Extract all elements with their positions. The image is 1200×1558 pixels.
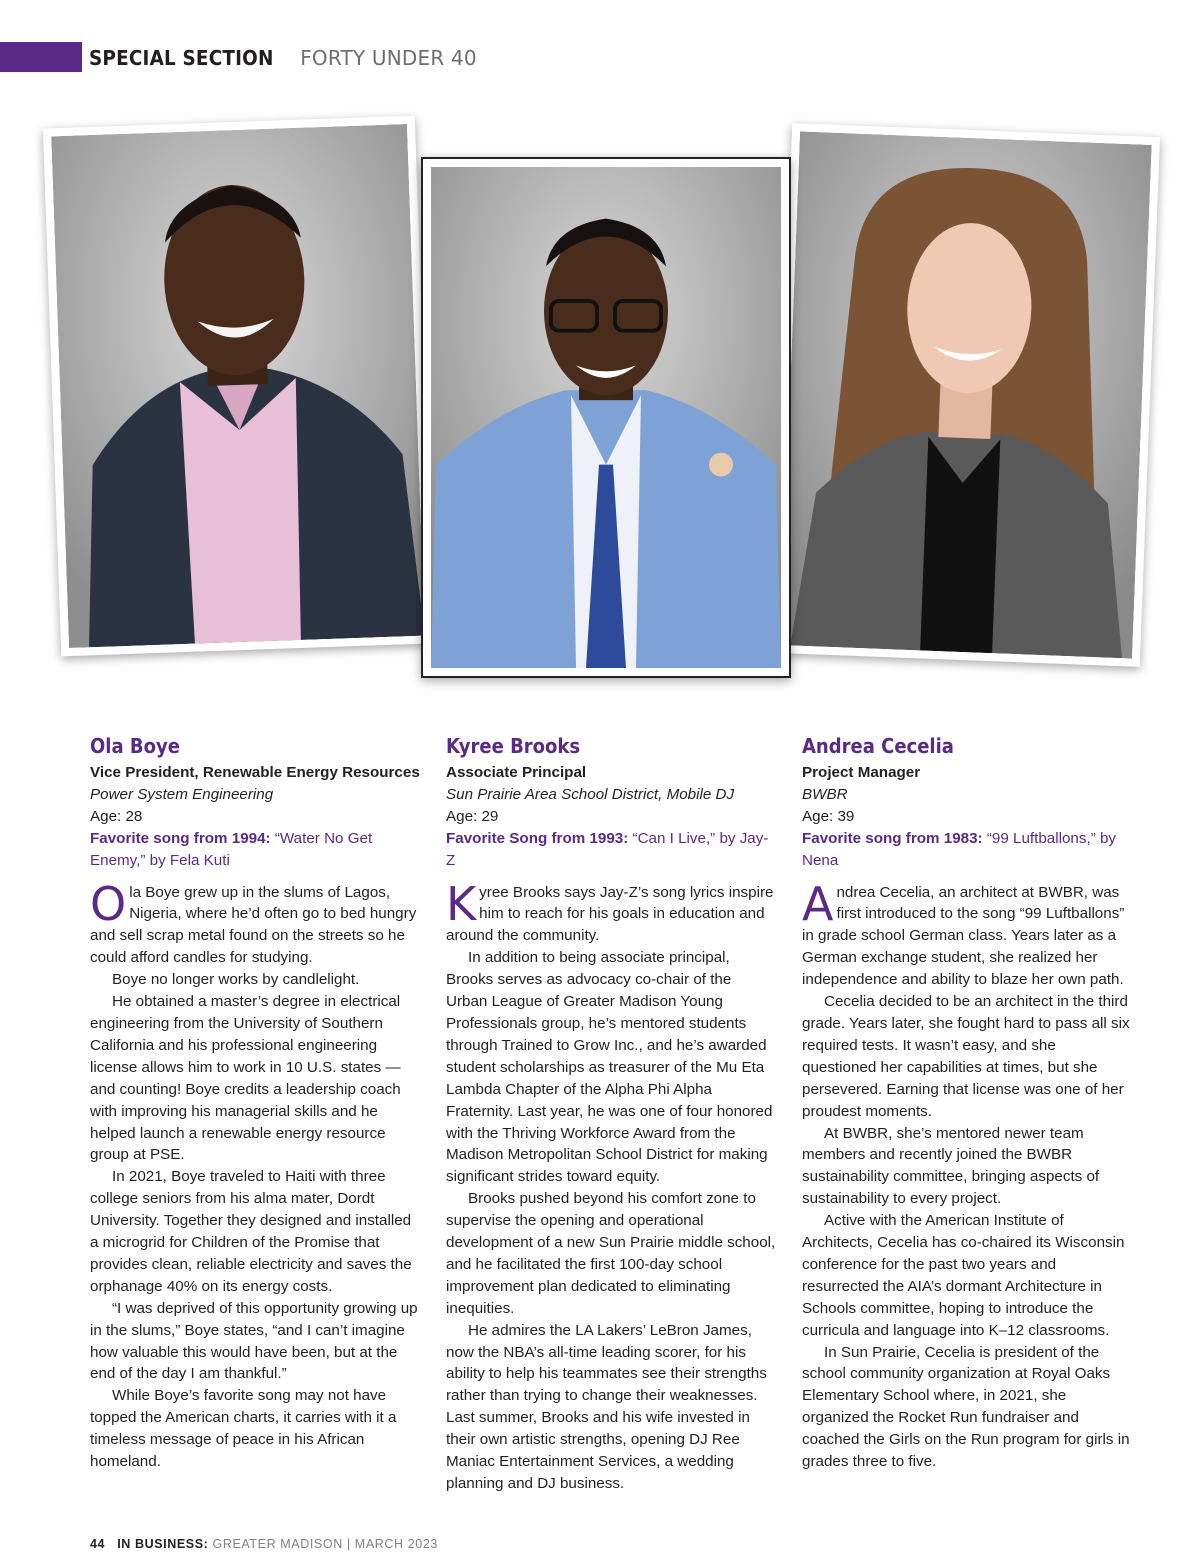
first-paragraph-text: la Boye grew up in the slums of Lagos, Nigeria, where he’d often go to bed hungry and sell scrap metal found on the streets so he could afford candles for studying.: [90, 883, 417, 967]
paragraph: Cecelia decided to be an architect in the third grade. Years later, she fought hard to pass all six required tests. It wasn’t easy, and she questioned her capabilities at times, but she persevered. Earning that license was one of her proudest moments.: [802, 993, 1130, 1120]
portrait-photo-2: [421, 157, 791, 678]
profile-name: Ola Boye: [90, 734, 180, 758]
portrait-boye-image: [51, 124, 425, 648]
profile-age: Age: 29: [446, 807, 499, 825]
section-header: [89, 44, 477, 71]
favorite-song-label: Favorite Song from 1993:: [446, 829, 629, 847]
paragraph: Brooks pushed beyond his comfort zone to supervise the opening and operational development of a new Sun Prairie middle school, and he facilitated the first 100-day school improvement plan dedicated to eliminating inequities.: [446, 1190, 776, 1317]
portrait-photo-1: [43, 116, 433, 657]
section-accent-bar: [0, 42, 82, 72]
paragraph: “I was deprived of this opportunity growing up in the slums,” Boye states, “and I can’t imagine how valuable this would have been, but at the end of the day I am thankful.”: [90, 1299, 418, 1383]
profile-company: BWBR: [802, 785, 848, 803]
portrait-cecelia-image: [780, 131, 1151, 658]
profile-cecelia: [802, 732, 1132, 1473]
profile-title: Project Manager: [802, 764, 921, 781]
profile-body: [802, 876, 1132, 1473]
paragraph: At BWBR, she’s mentored newer team members and recently joined the BWBR sustainability committee, bringing aspects of sustainability to every project.: [802, 1124, 1100, 1208]
profile-brooks: [446, 732, 776, 1495]
drop-cap: O: [90, 876, 127, 931]
profile-boye: [90, 732, 420, 1473]
favorite-song-value: “99 Luftballons,” by Nena: [802, 829, 1117, 869]
favorite-song-value: “Water No Get Enemy,” by Fela Kuti: [90, 829, 373, 869]
section-subtitle: FORTY UNDER 40: [300, 46, 477, 70]
favorite-song-value: “Can I Live,” by Jay-Z: [446, 829, 769, 869]
profile-age: Age: 28: [90, 807, 143, 825]
favorite-song-label: Favorite song from 1994:: [90, 829, 271, 847]
paragraph: In Sun Prairie, Cecelia is president of the school community organization at Royal Oaks Elementary School where, in 2021, she organized the Rocket Run fundraiser and coached the Girls on the Run program for girls in grades three to five.: [802, 1343, 1130, 1471]
paragraph: In 2021, Boye traveled to Haiti with three college seniors from his alma mater, Dordt University. Together they designed and installed a microgrid for Children of the Promise that provides clean, reliable electricity and saves the orphanage 40% on its energy costs.: [90, 1168, 412, 1295]
first-paragraph-text: yree Brooks says Jay-Z’s song lyrics inspire him to reach for his goals in education and around the community.: [446, 883, 774, 945]
paragraph: Active with the American Institute of Architects, Cecelia has co-chaired its Wisconsin conference for the past two years and resurrected the AIA’s dormant Architecture in Schools committee, hoping to introduce the curricula and language into K–12 classrooms.: [802, 1212, 1125, 1339]
favorite-song-label: Favorite song from 1983:: [802, 829, 983, 847]
profile-name: Kyree Brooks: [446, 734, 581, 758]
paragraph: Boye no longer works by candlelight.: [112, 971, 360, 989]
paragraph: He obtained a master’s degree in electrical engineering from the University of Southern California and his professional engineering license allows him to work in 10 U.S. states — and counting! Boye credits a leadership coach with improving his managerial skills and he helped launch a renewable energy resource group at PSE.: [90, 993, 401, 1164]
profile-favorite-song: [802, 828, 1132, 872]
page-number: 44: [90, 1537, 106, 1551]
profile-body: [90, 876, 420, 1473]
drop-cap: A: [802, 876, 834, 931]
paragraph: While Boye’s favorite song may not have topped the American charts, it carries with it a timeless message of peace in his African homeland.: [90, 1387, 397, 1471]
issue-info: GREATER MADISON | MARCH 2023: [208, 1537, 438, 1551]
first-paragraph-text: ndrea Cecelia, an architect at BWBR, was first introduced to the song “99 Luftballons” in grade school German class. Years later as a German exchange student, she realized her independence and ability to blaze her own path.: [802, 883, 1125, 989]
profile-title: Vice President, Renewable Energy Resources: [90, 764, 420, 781]
profile-company: Power System Engineering: [90, 785, 274, 803]
profile-name: Andrea Cecelia: [802, 734, 954, 758]
paragraph: In addition to being associate principal, Brooks serves as advocacy co-chair of the Urban League of Greater Madison Young Professionals group, he’s mentored students through Trained to Grow Inc., and he’s awarded student scholarships as treasurer of the Mu Eta Lambda Chapter of the Alpha Phi Alpha Fraternity. Last year, he was one of four honored with the Thriving Workforce Award from the Madison Metropolitan School District for making significant strides toward equity.: [446, 949, 773, 1186]
profile-favorite-song: [446, 828, 776, 872]
first-paragraph: [446, 876, 776, 948]
profile-body: [446, 876, 776, 1495]
drop-cap: K: [446, 876, 477, 931]
paragraph: He admires the LA Lakers’ LeBron James, now the NBA’s all-time leading scorer, for his ability to help his teammates see their strengths rather than trying to change their weaknesses. Last summer, Brooks and his wife invested in their own artistic strengths, opening DJ Ree Maniac Entertainment Services, a wedding planning and DJ business.: [446, 1321, 767, 1492]
section-title: SPECIAL SECTION: [89, 46, 274, 70]
profile-company: Sun Prairie Area School District, Mobile DJ: [446, 785, 735, 803]
magazine-name: IN BUSINESS:: [117, 1537, 209, 1551]
profile-age: Age: 39: [802, 807, 855, 825]
page-footer: [90, 1537, 438, 1551]
portrait-photo-3: [772, 123, 1160, 667]
profile-title: Associate Principal: [446, 764, 587, 781]
first-paragraph: [802, 876, 1132, 992]
profile-favorite-song: [90, 828, 420, 872]
portrait-brooks-image: [431, 167, 781, 668]
first-paragraph: [90, 876, 420, 970]
